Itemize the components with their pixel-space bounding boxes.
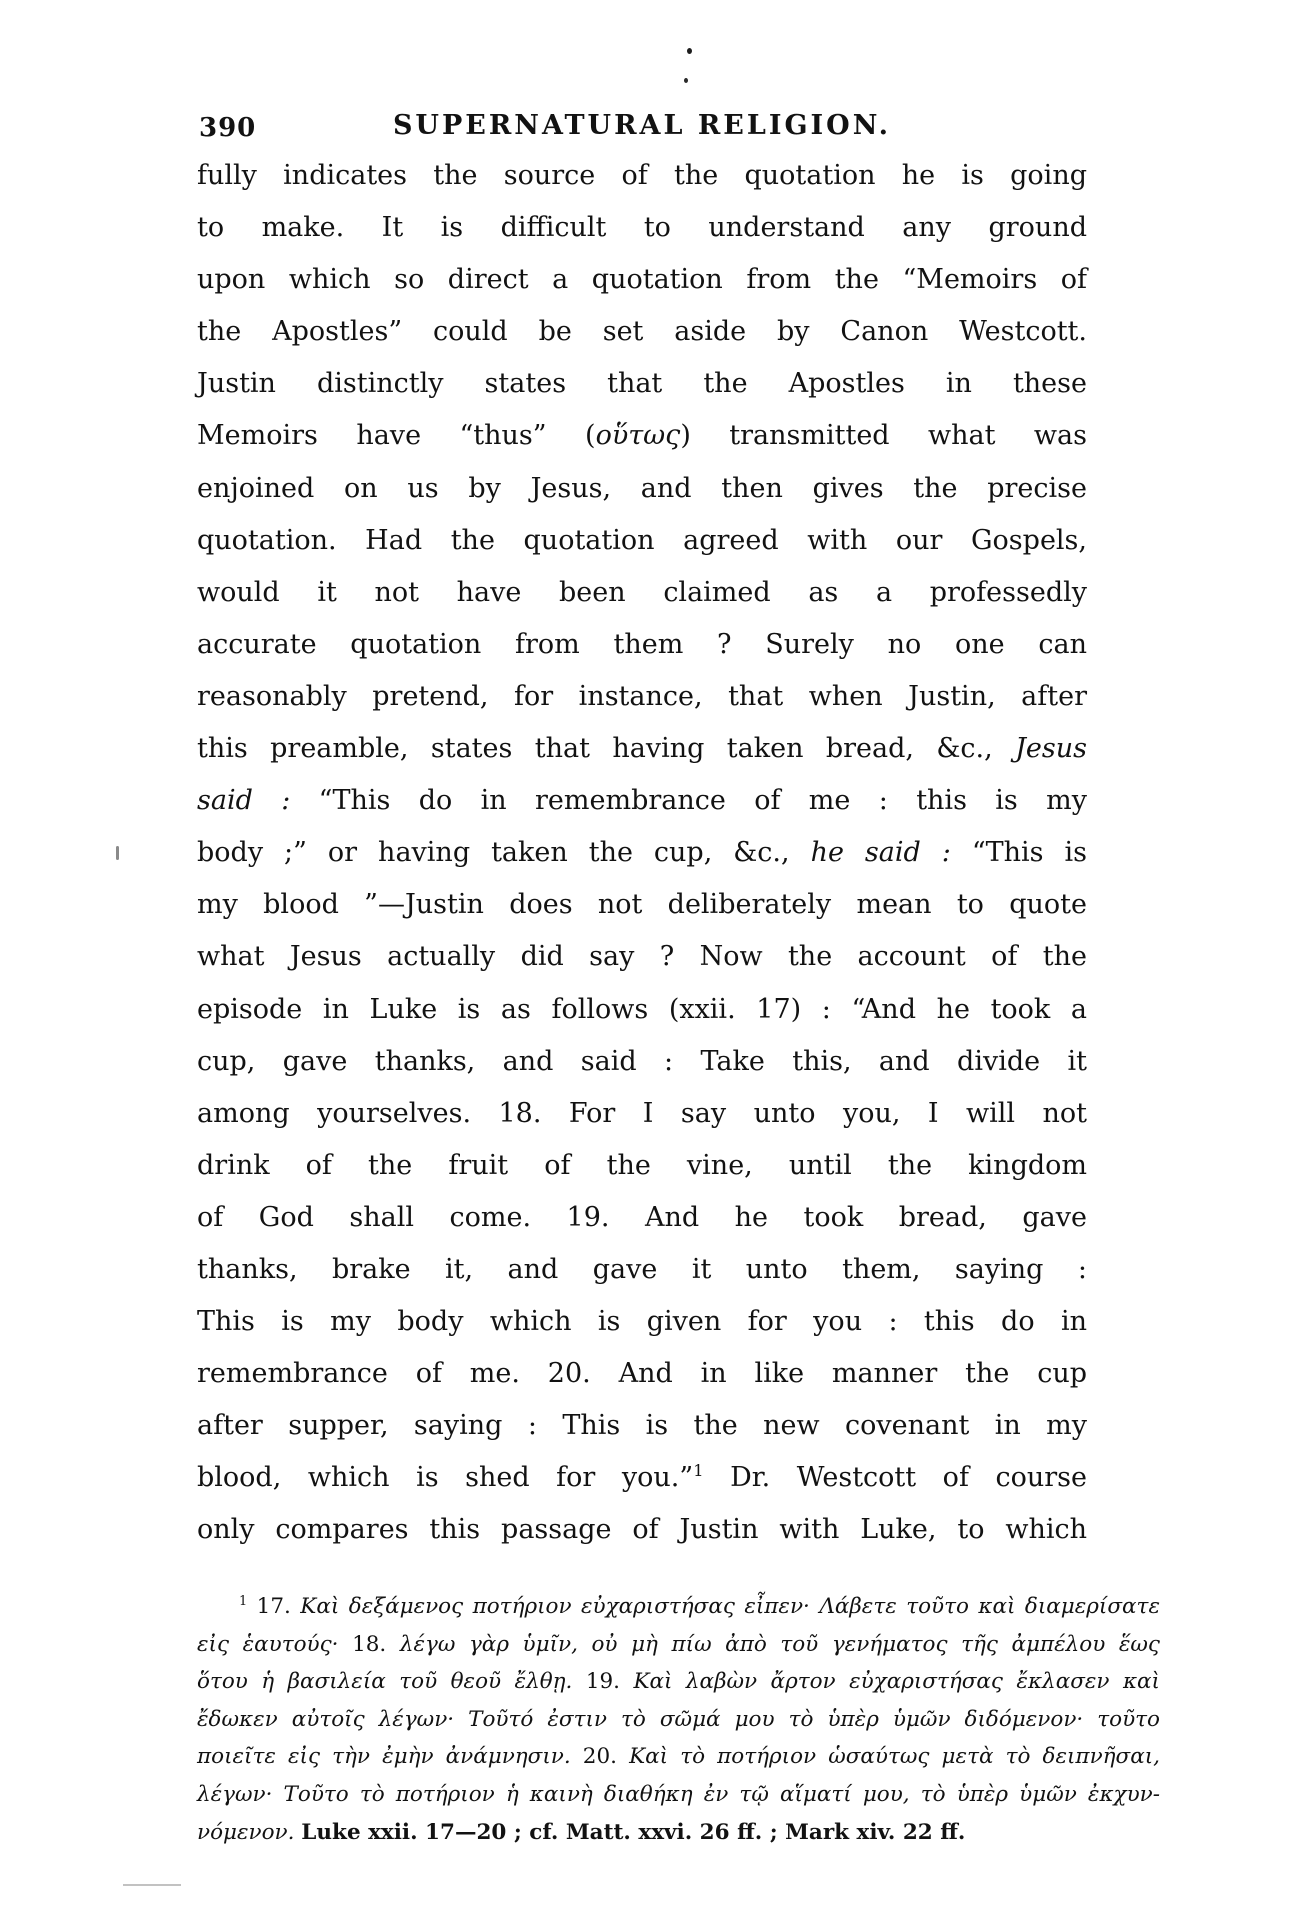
text-segment: νόμενον. xyxy=(197,1819,295,1845)
text-segment: quotation. Had the quotation agreed with our Gospels, xyxy=(197,524,1087,556)
text-segment: 20. xyxy=(570,1744,630,1770)
text-segment: 17. xyxy=(247,1594,301,1619)
text-line xyxy=(197,827,1087,879)
text-line xyxy=(197,1776,1160,1814)
text-line xyxy=(197,202,1087,254)
text-segment: what Jesus actually did say ? Now the account of the xyxy=(197,941,1087,973)
text-line xyxy=(197,1140,1087,1192)
text-line xyxy=(197,1701,1160,1739)
text-segment: to make. It is difficult to understand any ground xyxy=(197,212,1087,244)
text-segment: Dr. Westcott of course xyxy=(703,1462,1088,1494)
page-number: 390 xyxy=(199,113,257,143)
text-line xyxy=(197,775,1087,827)
text-segment: among yourselves. 18. For I say unto you, I will not xyxy=(197,1097,1087,1129)
running-title: SUPERNATURAL RELIGION. xyxy=(392,110,892,141)
scan-artifact-dot xyxy=(684,78,688,83)
text-line xyxy=(197,671,1087,723)
text-segment: of God shall come. 19. And he took bread, gave xyxy=(197,1201,1087,1233)
text-line xyxy=(197,150,1087,202)
text-segment: Memoirs have “thus” ( xyxy=(197,420,596,452)
text-line xyxy=(197,1588,1160,1626)
text-line xyxy=(197,1088,1087,1140)
text-segment: thanks, brake it, and gave it unto them, saying : xyxy=(197,1253,1087,1285)
text-segment: drink of the fruit of the vine, until the kingdom xyxy=(197,1149,1087,1181)
text-segment: only compares this passage of Justin with Luke, to which xyxy=(197,1514,1087,1546)
text-segment: “This do in remembrance of me : this is my xyxy=(290,785,1087,817)
text-segment: λέγων· Τοῦτο τὸ ποτήριον ἡ καινὴ διαθήκη ἐν τῷ αἵματί μου, τὸ ὑπὲρ ὑμῶν ἐκχυν- xyxy=(197,1781,1160,1807)
text-segment: This is my body which is given for you : this do in xyxy=(197,1306,1087,1338)
footnote-marker: 1 xyxy=(693,1461,704,1481)
text-line xyxy=(197,1296,1087,1348)
text-line xyxy=(197,515,1087,567)
footnote-marker: 1 xyxy=(239,1593,248,1609)
text-segment: Luke xxii. 17—20 ; cf. Matt. xxvi. 26 ff. ; Mark xiv. 22 ff. xyxy=(301,1819,966,1845)
text-segment: “This is xyxy=(950,837,1087,869)
text-line xyxy=(197,1738,1160,1776)
text-line xyxy=(197,931,1087,983)
text-segment: cup, gave thanks, and said : Take this, and divide it xyxy=(197,1045,1087,1077)
text-line xyxy=(197,879,1087,931)
text-segment: λέγω γὰρ ὑμῖν, οὐ μὴ πίω ἀπὸ τοῦ γενήματος τῆς ἀμπέλου ἕως xyxy=(399,1631,1160,1657)
text-line xyxy=(197,358,1087,410)
text-line xyxy=(197,619,1087,671)
text-segment: Justin distinctly states that the Apostles in these xyxy=(197,368,1087,400)
scan-artifact-mark xyxy=(116,846,119,860)
text-segment: Καὶ τὸ ποτήριον ὡσαύτως μετὰ τὸ δειπνῆσαι, xyxy=(629,1744,1160,1770)
text-segment: Καὶ λαβὼν ἄρτον εὐχαριστήσας ἔκλασεν καὶ xyxy=(633,1669,1160,1695)
text-line xyxy=(197,1452,1087,1504)
text-line xyxy=(197,1626,1160,1664)
page-header xyxy=(197,110,1087,150)
text-line xyxy=(197,1504,1087,1556)
text-segment: my blood ”—Justin does not deliberately mean to quote xyxy=(197,889,1087,921)
text-line xyxy=(197,1400,1087,1452)
body-text xyxy=(197,150,1087,1557)
text-segment: fully indicates the source of the quotation he is going xyxy=(197,160,1087,191)
text-segment: reasonably pretend, for instance, that when Justin, after xyxy=(197,680,1087,712)
text-segment: ποιεῖτε εἰς τὴν ἐμὴν ἀνάμνησιν. xyxy=(197,1744,571,1770)
text-segment: 18. xyxy=(338,1631,400,1657)
text-segment: said : xyxy=(197,785,291,817)
text-line xyxy=(197,1814,1160,1852)
text-segment: after supper, saying : This is the new covenant in my xyxy=(197,1410,1087,1442)
text-segment: ὅτου ἡ βασιλεία τοῦ θεοῦ ἔλθῃ. xyxy=(197,1669,573,1695)
text-segment: would it not have been claimed as a professedly xyxy=(197,576,1087,608)
text-segment: body ;” or having taken the cup, &c., xyxy=(197,837,811,869)
scan-artifact-dot xyxy=(687,48,692,54)
text-segment: Jesus xyxy=(1015,733,1087,765)
text-line xyxy=(197,1244,1087,1296)
text-segment: he said : xyxy=(810,837,951,869)
text-segment: remembrance of me. 20. And in like manner the cup xyxy=(197,1358,1087,1390)
text-segment: εἰς ἑαυτούς· xyxy=(197,1631,339,1657)
text-segment: blood, which is shed for you.” xyxy=(197,1462,694,1494)
footnote xyxy=(197,1588,1160,1851)
text-segment: upon which so direct a quotation from the “Memoirs of xyxy=(197,264,1087,296)
text-segment: Καὶ δεξάμενος ποτήριον εὐχαριστήσας εἶπεν· Λάβετε τοῦτο καὶ διαμερίσατε xyxy=(300,1594,1160,1619)
text-line xyxy=(197,1663,1160,1701)
text-line xyxy=(197,410,1087,462)
text-segment: ) transmitted what was xyxy=(680,420,1087,452)
text-line xyxy=(197,723,1087,775)
text-segment: episode in Luke is as follows (xxii. 17) : “And he took a xyxy=(197,993,1087,1025)
text-segment: the Apostles” could be set aside by Canon Westcott. xyxy=(197,316,1087,348)
text-segment: enjoined on us by Jesus, and then gives the precise xyxy=(197,472,1087,504)
text-segment: οὕτως xyxy=(595,420,681,452)
text-line xyxy=(197,1192,1087,1244)
text-segment: 19. xyxy=(572,1669,634,1695)
scan-artifact-rule xyxy=(123,1884,181,1886)
text-segment: ἔδωκεν αὐτοῖς λέγων· Τοῦτό ἐστιν τὸ σῶμά μου τὸ ὑπὲρ ὑμῶν διδόμενον· τοῦτο xyxy=(197,1706,1160,1732)
text-line xyxy=(197,567,1087,619)
text-line xyxy=(197,1348,1087,1400)
text-line xyxy=(197,1036,1087,1088)
text-line xyxy=(197,254,1087,306)
text-line xyxy=(197,984,1087,1036)
text-segment: this preamble, states that having taken bread, &c., xyxy=(197,733,1016,765)
text-line xyxy=(197,306,1087,358)
text-line xyxy=(197,463,1087,515)
text-segment: accurate quotation from them ? Surely no one can xyxy=(197,628,1087,660)
